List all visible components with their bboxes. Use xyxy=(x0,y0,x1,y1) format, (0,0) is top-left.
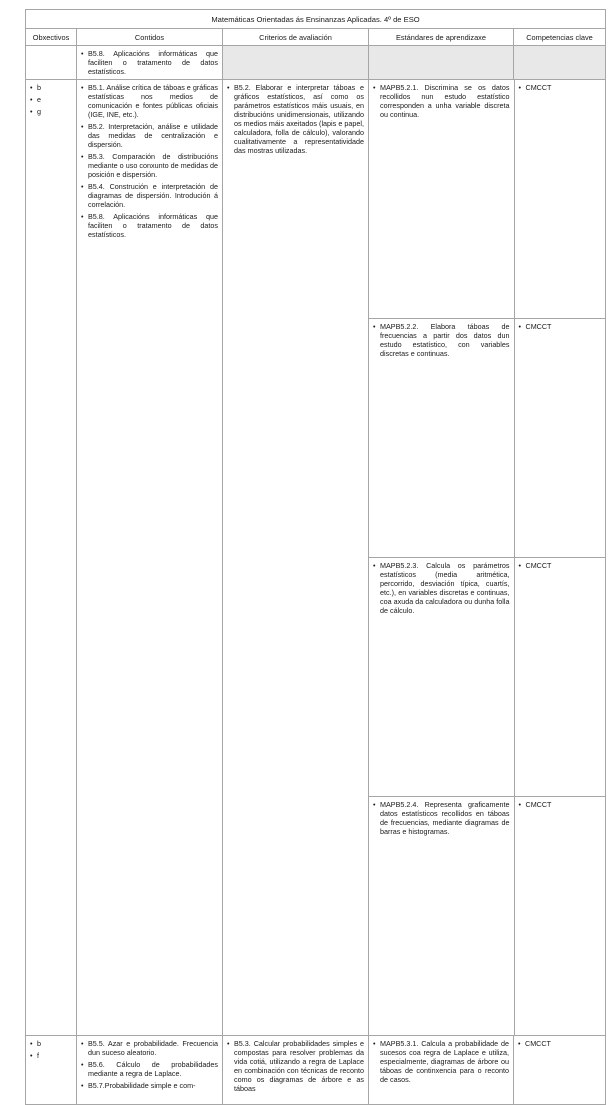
header-row xyxy=(26,29,606,46)
standards-cell xyxy=(369,46,514,80)
competence-item: • CMCCT xyxy=(518,1039,601,1048)
content-item: • B5.2. Interpretación, análise e utilidade das medidas de centralización e dispersión. xyxy=(81,122,218,149)
contents-cell xyxy=(77,46,223,80)
header-objectives: Obxectivos xyxy=(26,29,77,46)
curriculum-table xyxy=(25,9,606,1105)
objectives-cell xyxy=(26,46,77,80)
content-item: • B5.1. Análise crítica de táboas e gráficas estatísticas nos medios de comunicación e fontes públicas oficiais (IGE, INE, etc.). xyxy=(81,83,218,119)
objectives-cell xyxy=(26,80,77,1036)
competence-cell xyxy=(514,80,606,319)
competence-cell xyxy=(514,797,606,1036)
standard-item: • MAPB5.2.1. Discrimina se os datos recollidos nun estudo estatístico corresponden a unha variable discreta ou continua. xyxy=(373,83,510,119)
objective-item: • b xyxy=(30,1039,72,1048)
competence-item: • CMCCT xyxy=(519,83,603,92)
content-item: • B5.3. Comparación de distribucións mediante o uso conxunto de medidas de posición e dispersión. xyxy=(81,152,218,179)
standard-cell xyxy=(369,80,514,319)
table-row xyxy=(26,1036,606,1105)
objective-item: • f xyxy=(30,1051,72,1060)
criteria-cell xyxy=(223,1036,369,1105)
criteria-cell xyxy=(223,46,369,80)
criterion-item: • B5.3. Calcular probabilidades simples e compostas para resolver problemas da vida cotiá, utilizando a regra de Laplace en combinación con técnicas de reconto como os diagramas de árbore e as táboas xyxy=(227,1039,364,1093)
competence-item: • CMCCT xyxy=(519,561,603,570)
content-item: • B5.6. Cálculo de probabilidades mediante a regra de Laplace. xyxy=(81,1060,218,1078)
header-contents: Contidos xyxy=(77,29,223,46)
contents-cell xyxy=(77,1036,223,1105)
standard-item: • MAPB5.2.3. Calcula os parámetros estatísticos (media aritmética, percorrido, desviación típica, cuartís, etc.), en variables discretas e continuas, coa axuda da calculadora ou dunha folla de cálculo. xyxy=(373,561,510,615)
standard-row xyxy=(369,558,606,797)
criterion-item: • B5.2. Elaborar e interpretar táboas e gráficos estatísticos, así como os parámetros estatísticos máis usuais, en distribucións unidimensionais, utilizando os medios máis axeitados (lapis e papel, calculadora, folla de cálculo), valorando cualitativamente a representatividade das mostras utilizadas. xyxy=(227,83,364,155)
standard-cell xyxy=(369,558,514,797)
standards-group xyxy=(369,80,606,1036)
competence-cell xyxy=(514,558,606,797)
competences-cell xyxy=(514,46,606,80)
table-row xyxy=(26,80,606,1036)
content-item: • B5.8. Aplicacións informáticas que faciliten o tratamento de datos estatísticos. xyxy=(81,212,218,239)
header-competences: Competencias clave xyxy=(514,29,606,46)
standard-row xyxy=(369,80,606,319)
standard-item: • MAPB5.2.4. Representa graficamente datos estatísticos recollidos en táboas de frecuencias, mediante diagramas de barras e histogramas. xyxy=(373,800,510,836)
competence-item: • CMCCT xyxy=(519,322,603,331)
header-standards: Estándares de aprendizaxe xyxy=(369,29,514,46)
objective-item: • b xyxy=(30,83,72,92)
standard-cell xyxy=(369,797,514,1036)
standards-cell xyxy=(369,1036,514,1105)
standard-row xyxy=(369,797,606,1036)
objective-item: • e xyxy=(30,95,72,104)
content-item: • B5.4. Construción e interpretación de diagramas de dispersión. Introdución á correlación. xyxy=(81,182,218,209)
standard-cell xyxy=(369,319,514,558)
competence-item: • CMCCT xyxy=(519,800,603,809)
table-title: Matemáticas Orientadas ás Ensinanzas Aplicadas. 4º de ESO xyxy=(26,10,606,29)
standard-row xyxy=(369,319,606,558)
objectives-cell xyxy=(26,1036,77,1105)
criteria-cell xyxy=(223,80,369,1036)
content-item: • B5.8. Aplicacións informáticas que faciliten o tratamento de datos estatísticos. xyxy=(81,49,218,76)
objective-item: • g xyxy=(30,107,72,116)
contents-cell xyxy=(77,80,223,1036)
table-row xyxy=(26,46,606,80)
content-item: • B5.7.Probabilidade simple e com- xyxy=(81,1081,218,1090)
standard-item: • MAPB5.3.1. Calcula a probabilidade de sucesos coa regra de Laplace e utiliza, especialmente, diagramas de árbore ou táboas de continxencia para o reconto de casos. xyxy=(373,1039,509,1084)
competences-cell xyxy=(514,1036,606,1105)
competence-cell xyxy=(514,319,606,558)
standard-item: • MAPB5.2.2. Elabora táboas de frecuencias a partir dos datos dun estudo estatístico, con variables discretas e continuas. xyxy=(373,322,510,358)
header-criteria: Criterios de avaliación xyxy=(223,29,369,46)
content-item: • B5.5. Azar e probabilidade. Frecuencia dun suceso aleatorio. xyxy=(81,1039,218,1057)
